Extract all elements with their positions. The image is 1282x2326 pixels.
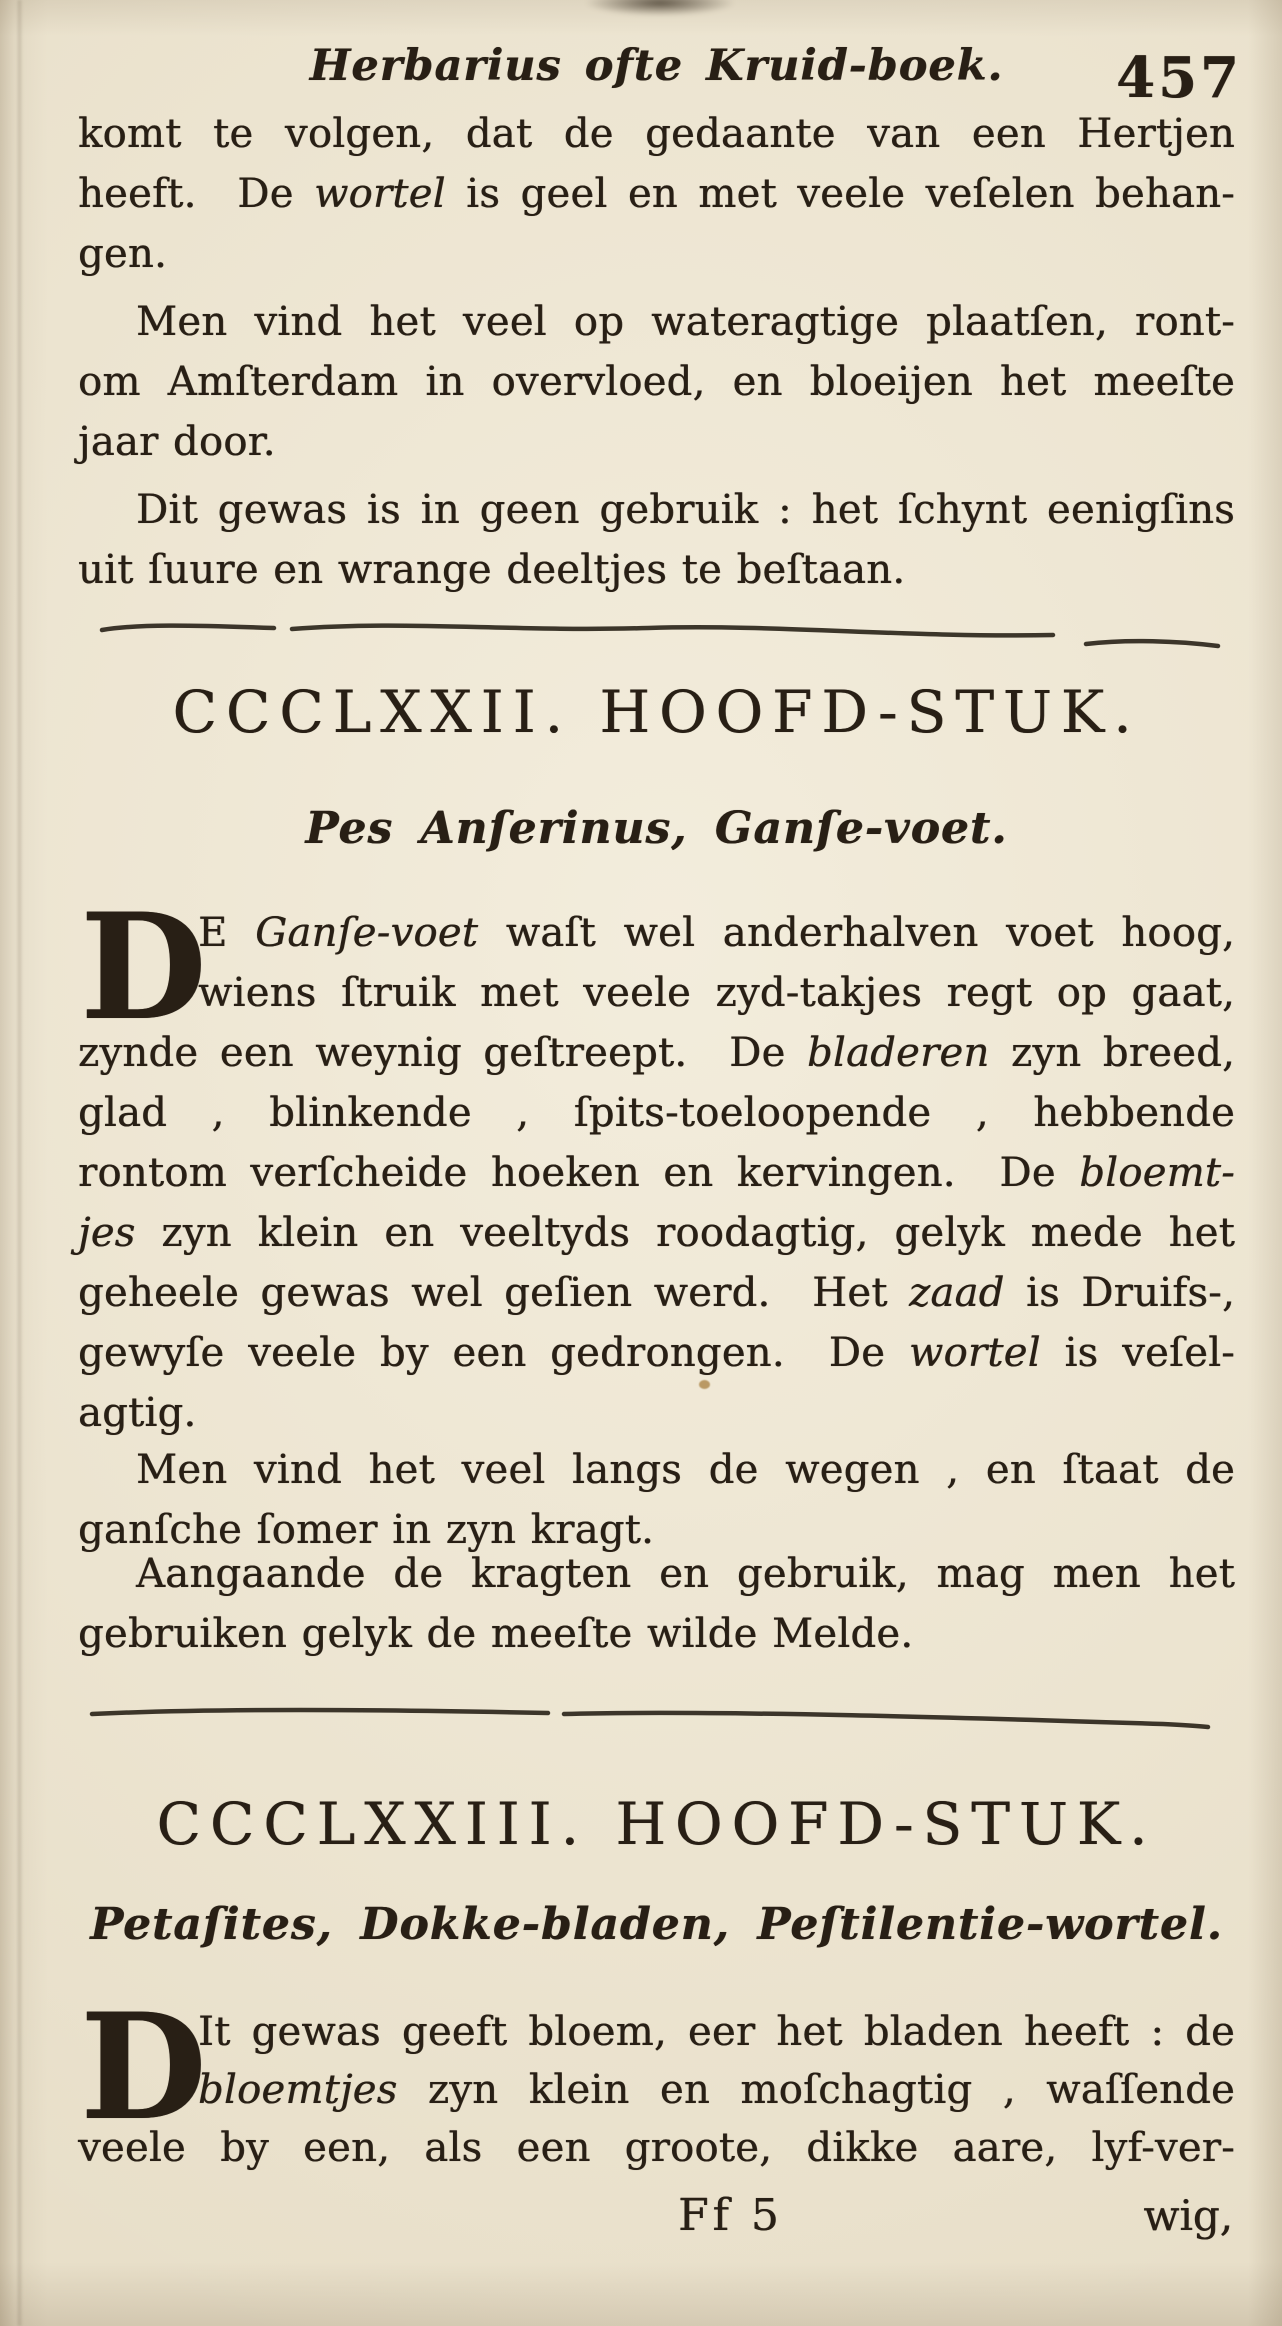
text-line: E Ganſe-voet waſt wel anderhalven voet hoog,: [198, 910, 1235, 956]
paragraph: [78, 1544, 1235, 1664]
chapter-subheading: Pes Anſerinus, Ganſe-voet.: [305, 803, 1008, 854]
chapter-heading: CCCLXXIII. HOOFD-STUK.: [156, 1790, 1157, 1858]
text-line: bloemtjes zyn klein en moſchagtig , waſſende: [198, 2067, 1235, 2113]
chapter-heading: CCCLXXII. HOOFD-STUK.: [172, 678, 1141, 746]
page-number: 457: [1116, 45, 1242, 111]
paragraph: [78, 480, 1235, 600]
text-line: Aangaande de kragten en gebruik, mag men het: [136, 1551, 1235, 1597]
text-line: gebruiken gelyk de meeſte wilde Melde.: [78, 1611, 914, 1657]
text-line: gewyſe veele by een gedrongen. De wortel is veſel-: [78, 1330, 1235, 1376]
text-line: heeft. De wortel is geel en met veele veſelen behan-: [78, 171, 1235, 217]
text-line: jes zyn klein en veeltyds roodagtig, gelyk mede het: [78, 1210, 1235, 1256]
text-line: zynde een weynig geſtreept. De bladeren zyn breed,: [78, 1030, 1236, 1076]
page-crease: [16, 0, 23, 2326]
drop-cap: D: [80, 882, 207, 1053]
text-line: om Amſterdam in overvloed, en bloeijen het meeſte: [78, 359, 1235, 405]
signature-mark: Ff 5: [678, 2190, 783, 2241]
text-line: uit ſuure en wrange deeltjes te beſtaan.: [78, 547, 906, 593]
text-line: It gewas geeft bloem, eer het bladen heeft : de: [198, 2009, 1235, 2055]
paragraph: [78, 882, 1236, 1443]
running-header: Herbarius ofte Kruid-boek.: [309, 41, 1004, 91]
text-line: wiens ſtruik met veele zyd-takjes regt op gaat,: [198, 970, 1235, 1016]
text-line: Men vind het veel langs de wegen , en ſtaat de: [136, 1447, 1235, 1493]
text-line: ganſche ſomer in zyn kragt.: [78, 1507, 655, 1553]
paragraph: [78, 292, 1235, 472]
section-divider: [78, 1692, 1235, 1744]
text-line: komt te volgen, dat de gedaante van een Hertjen: [78, 111, 1235, 157]
text-line: rontom verſcheide hoeken en kervingen. De bloemt-: [78, 1150, 1235, 1196]
paragraph: [78, 1440, 1235, 1560]
text-line: agtig.: [78, 1390, 197, 1436]
text-line: veele by een, als een groote, dikke aare, lyf-ver-: [78, 2125, 1235, 2171]
drop-cap: D: [80, 1982, 207, 2153]
paragraph: [78, 104, 1235, 284]
footer: [78, 2186, 1235, 2246]
text-line: Men vind het veel op wateragtige plaatſen, ront-: [136, 299, 1235, 345]
text-line: gen.: [78, 231, 167, 277]
ink-smudge: [585, 0, 735, 16]
catchword: wig,: [1143, 2191, 1233, 2240]
chapter-subheading: Petaſites, Dokke-bladen, Peſtilentie-wortel.: [90, 1899, 1223, 1950]
text-line: glad , blinkende , ſpits-toeloopende , hebbende: [78, 1090, 1235, 1136]
text-line: geheele gewas wel geſien werd. Het zaad is Druifs-,: [78, 1270, 1235, 1316]
text-line: jaar door.: [78, 419, 276, 465]
paragraph: [78, 1982, 1235, 2177]
text-line: Dit gewas is in geen gebruik : het ſchynt eenigſins: [136, 487, 1235, 533]
section-divider: [78, 608, 1235, 664]
